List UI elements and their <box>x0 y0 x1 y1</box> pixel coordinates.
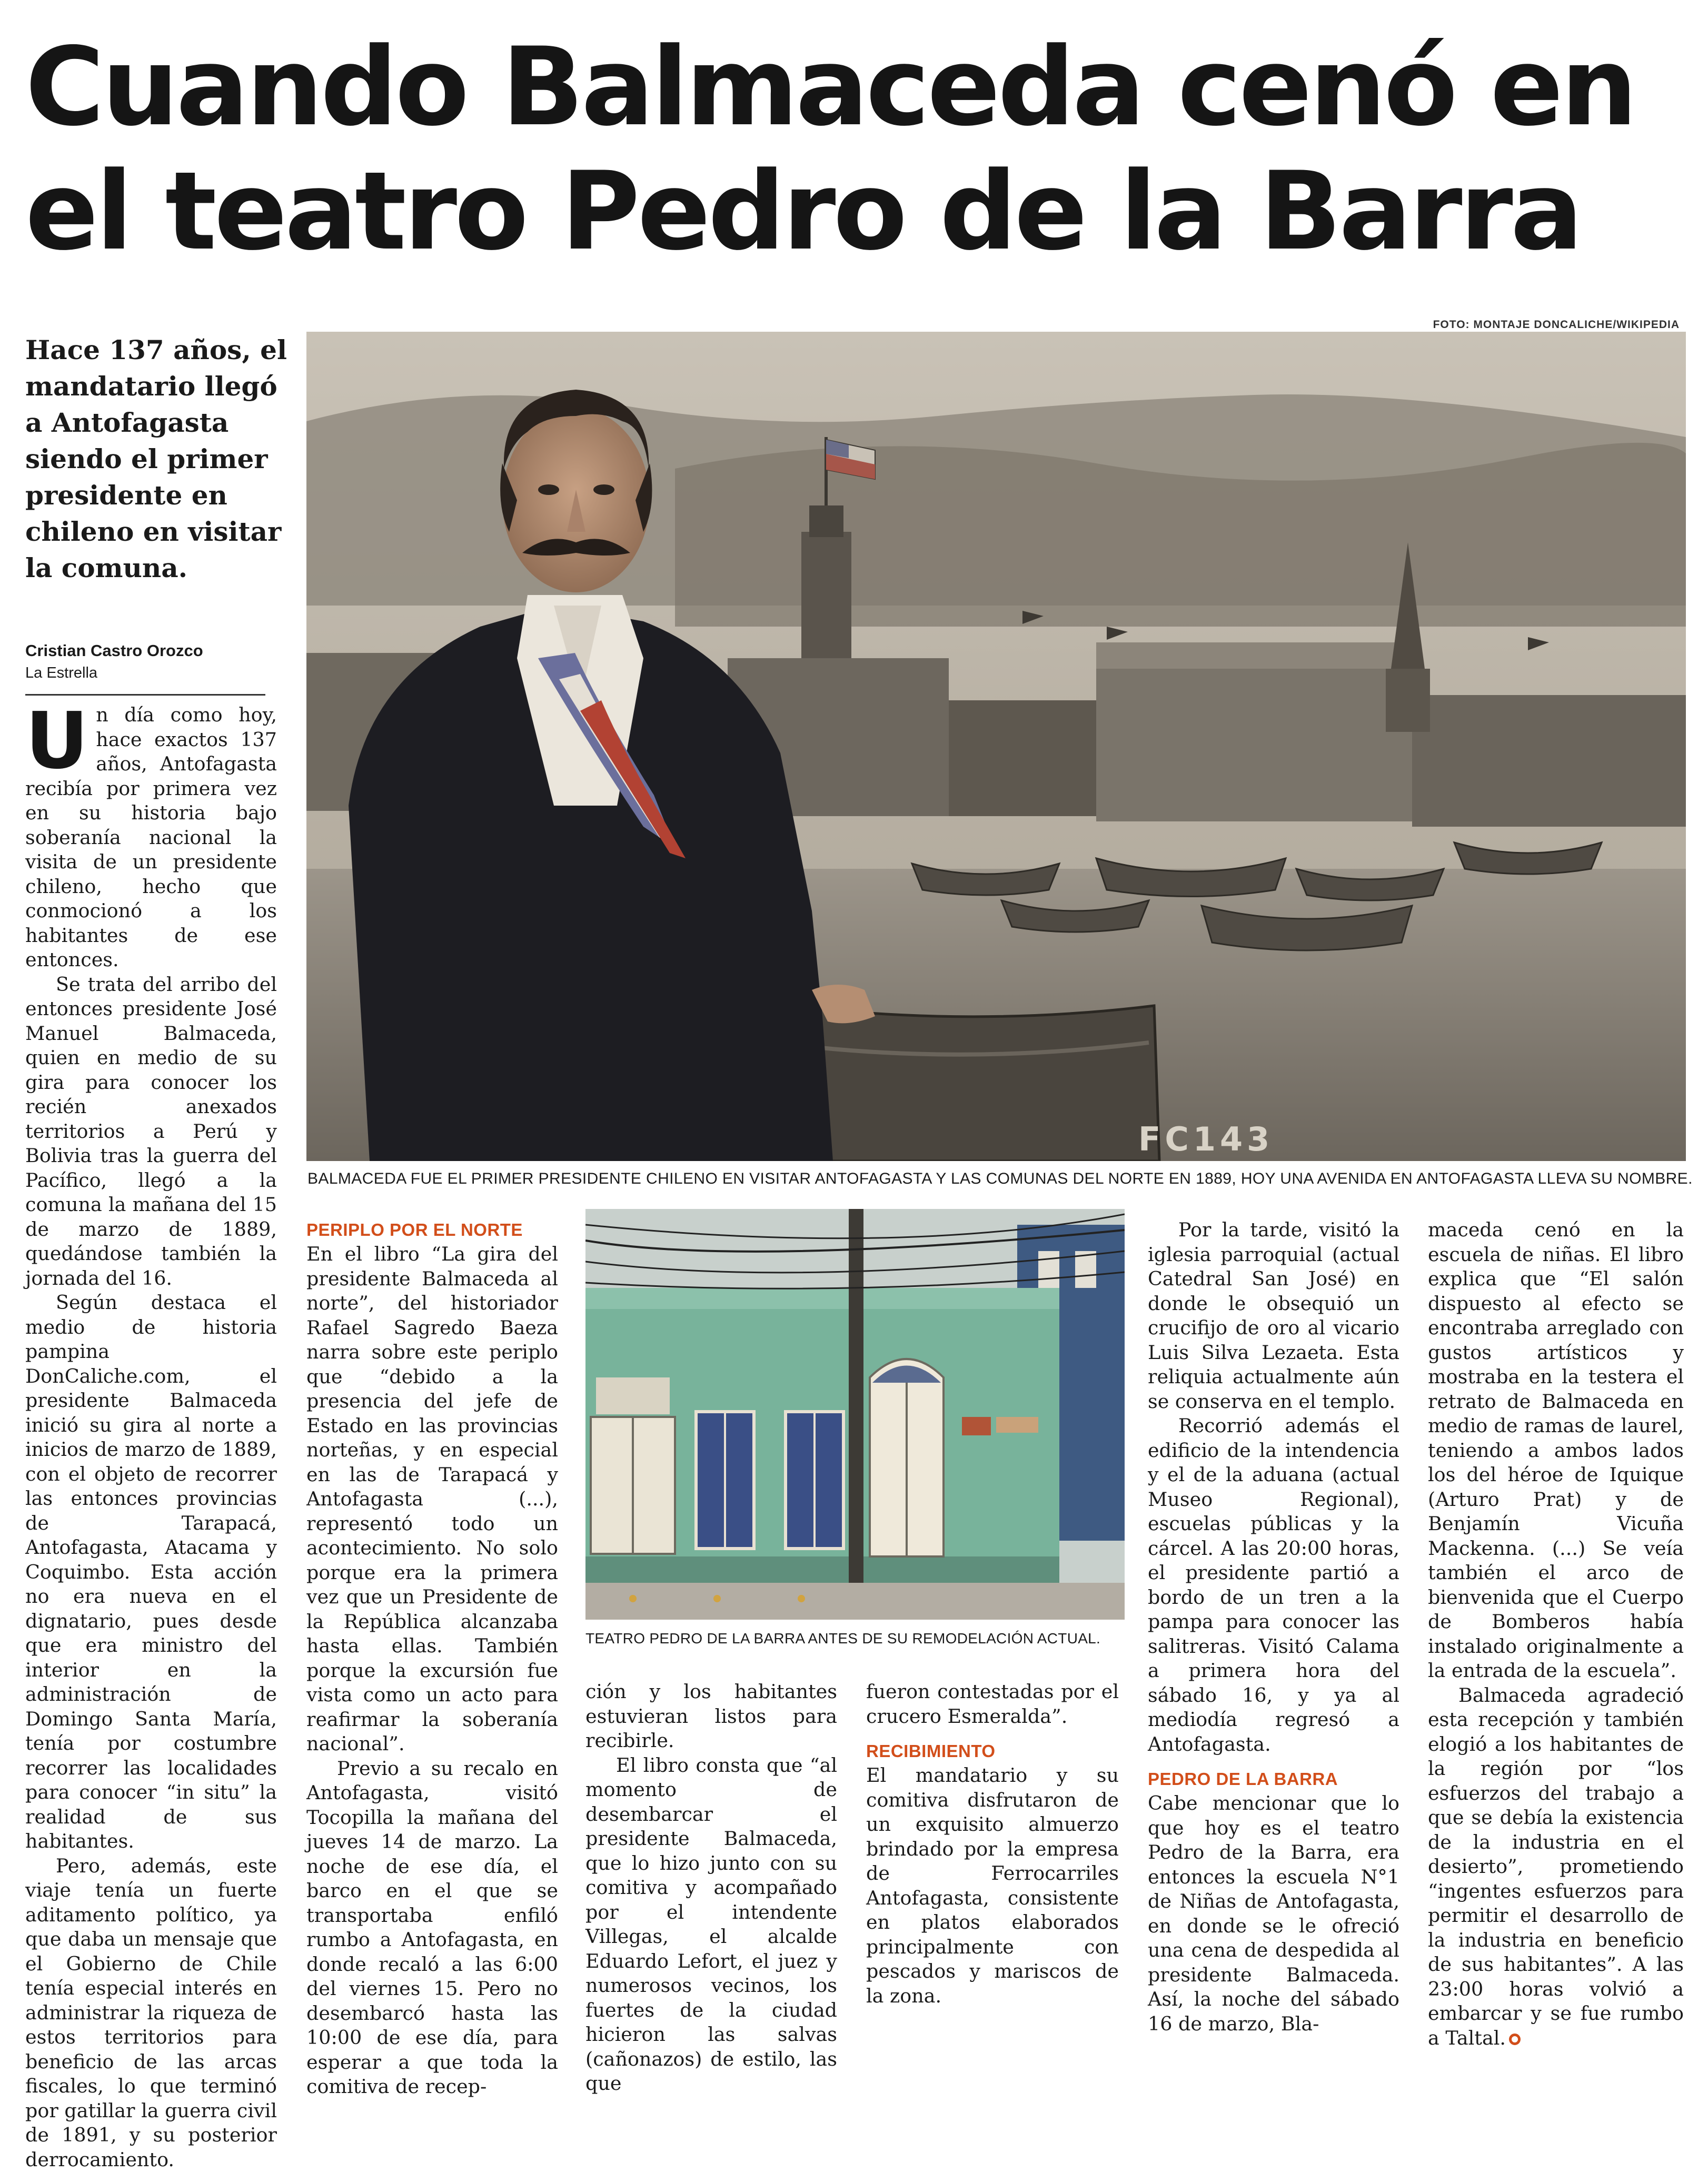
photo-credit: FOTO: MONTAJE DONCALICHE/WIKIPEDIA <box>1433 319 1680 331</box>
paragraph: Según destaca el medio de historia pampina DonCaliche.com, el presidente Balmaceda inició su gira al norte a inicios de marzo de 1889, con el objeto de recorrer las entonces provincias de Tarapacá, Antofagasta, Atacama y Coquimbo. Esta acción no era nueva en el dignatario, pues desde que era ministro del interior en la administración de Domingo Santa María, tenía por costumbre recorrer las localidades para conocer “in situ” la realidad de sus habitantes. <box>25 1291 277 1854</box>
main-photo-illustration <box>306 332 1686 1161</box>
column-5 <box>1148 1218 1399 2036</box>
drop-cap: U <box>25 707 88 775</box>
deck: Hace 137 años, el mandatario llegó a Antofagasta siendo el primer presidente en chileno en visitar la comuna. <box>25 332 289 586</box>
paragraph: El mandatario y su comitiva disfrutaron de un exquisito almuerzo brindado por la empresa de Ferrocarriles Antofagasta, consistente en platos elaborados principalmente con pescados y mariscos de la zona. <box>866 1763 1119 2008</box>
column-6 <box>1428 1218 1684 2050</box>
paragraph: Cabe mencionar que lo que hoy es el teatro Pedro de la Barra, era entonces la escuela N°1 de Niñas de Antofagasta, en donde se le ofreció una cena de despedida al presidente Balmaceda. Así, la noche del sábado 16 de marzo, Bla- <box>1148 1791 1399 2036</box>
theatre-photo-illustration <box>585 1209 1125 1620</box>
paragraph: Por la tarde, visitó la iglesia parroquial (actual Catedral San José) en donde le obsequió un crucifijo de oro al vicario Luis Silva Lezaeta. Esta reliquia actualmente aún se conserva en el templo. <box>1148 1218 1399 1414</box>
boat-number: FC143 <box>1138 1120 1274 1158</box>
subhead-recibimiento: RECIBIMIENTO <box>866 1739 1119 1763</box>
paragraph: fueron contestadas por el crucero Esmeralda”. <box>866 1680 1119 1729</box>
theatre-photo-caption: TEATRO PEDRO DE LA BARRA ANTES DE SU REMODELACIÓN ACTUAL. <box>585 1630 1128 1647</box>
closing-paragraph: Balmaceda agradeció esta recepción y también elogió a los habitantes de la región por “los esfuerzos del trabajo a que se debía la existencia de la industria en el desierto”, prometiendo “ingentes esfuerzos para permitir el desarrollo de la industria en beneficio de sus habitantes”. A las 23:00 horas volvió a embarcar y se fue rumbo a Taltal. <box>1428 1683 1684 2051</box>
paragraph: ción y los habitantes estuvieran listos para recibirle. <box>585 1680 837 1753</box>
column-1 <box>25 703 277 2172</box>
lead-paragraph: Un día como hoy, hace exactos 137 años, Antofagasta recibía por primera vez en su historia bajo soberanía nacional la visita de un presidente chileno, hecho que conmocionó a los habitantes de ese entonces. <box>25 703 277 973</box>
main-photo <box>306 332 1686 1161</box>
paragraph: Se trata del arribo del entonces presidente José Manuel Balmaceda, quien en medio de su gira para conocer los recién anexados territorios a Perú y Bolivia tras la guerra del Pacífico, llegó a la comuna la mañana del 15 de marzo de 1889, quedándose también la jornada del 16. <box>25 973 277 1291</box>
column-2 <box>306 1218 558 2099</box>
theatre-photo <box>585 1209 1125 1620</box>
paragraph: En el libro “La gira del presidente Balmaceda al norte”, del historiador Rafael Sagredo Baeza narra sobre este periplo que “debido a la presencia del jefe de Estado en las provincias norteñas, y en especial en las de Tarapacá y Antofagasta (...), representó todo un acontecimiento. No solo porque era la primera vez que un Presidente de la República alcanzaba hasta ellas. También porque la excursión fue vista como un acto para reafirmar la soberanía nacional”. <box>306 1242 558 1757</box>
column-3 <box>585 1680 837 2096</box>
main-photo-caption: BALMACEDA FUE EL PRIMER PRESIDENTE CHILENO EN VISITAR ANTOFAGASTA Y LAS COMUNAS DEL NORTE EN 1889, HOY UNA AVENIDA EN ANTOFAGASTA LLEVA SU NOMBRE. <box>307 1170 1697 1188</box>
headline: Cuando Balmaceda cenó en el teatro Pedro de la Barra <box>25 25 1684 274</box>
column-4 <box>866 1680 1119 2008</box>
paragraph: Previo a su recalo en Antofagasta, visitó Tocopilla la mañana del jueves 14 de marzo. La noche de ese día, el barco en el que se transportaba enfiló rumbo a Antofagasta, en donde recaló a las 6:00 del viernes 15. Pero no desembarcó hasta las 10:00 de ese día, para esperar a que toda la comitiva de recep- <box>306 1757 558 2099</box>
byline-outlet: La Estrella <box>25 665 97 682</box>
paragraph: maceda cenó en la escuela de niñas. El libro explica que “El salón dispuesto al efecto se encontraba arreglado con gustos artísticos y mostraba en la testera el retrato de Balmaceda en medio de ramas de laurel, teniendo a ambos lados los del héroe de Iquique (Arturo Prat) y de Benjamín Vicuña Mackenna. (...) Se veía también el arco de bienvenida que el Cuerpo de Bomberos había instalado originalmente a la entrada de la escuela”. <box>1428 1218 1684 1683</box>
paragraph: Pero, además, este viaje tenía un fuerte aditamento político, ya que daba un mensaje que el Gobierno de Chile tenía especial interés en administrar la riqueza de estos territorios para beneficio de las arcas fiscales, lo que terminó por gatillar la guerra civil de 1891, y su posterior derrocamiento. <box>25 1854 277 2172</box>
paragraph: Recorrió además el edificio de la intendencia y el de la aduana (actual Museo Regional), escuelas públicas y la cárcel. A las 20:00 horas, el presidente partió a bordo de un tren a la pampa para conocer las salitreras. Visitó Calama a primera hora del sábado 16, y ya al mediodía regresó a Antofagasta. <box>1148 1414 1399 1757</box>
byline-author: Cristian Castro Orozco <box>25 641 203 660</box>
paragraph: El libro consta que “al momento de desembarcar el presidente Balmaceda, que lo hizo junto con su comitiva y acompañado por el intendente Villegas, el alcalde Eduardo Lefort, el juez y numerosos vecinos, los fuertes de la ciudad hicieron las salvas (cañonazos) de estilo, las que <box>585 1753 837 2096</box>
subhead-pedro-de-la-barra: PEDRO DE LA BARRA <box>1148 1767 1399 1791</box>
end-mark-icon <box>1509 2034 1521 2045</box>
subhead-periplo: PERIPLO POR EL NORTE <box>306 1218 558 1242</box>
